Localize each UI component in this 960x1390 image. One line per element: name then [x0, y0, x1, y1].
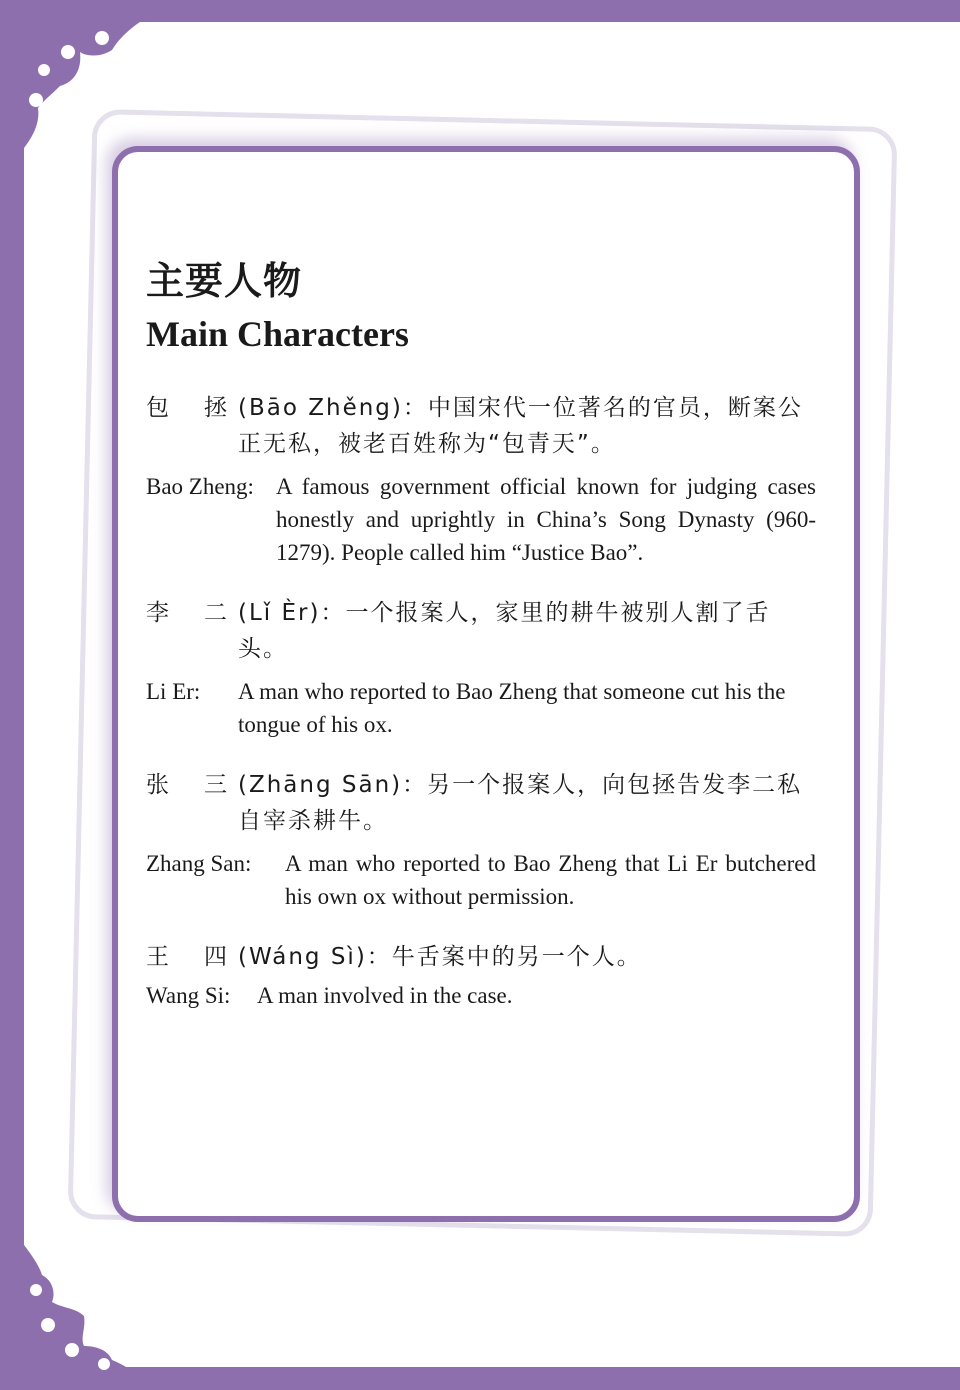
character-entry-li-er: [146, 595, 816, 741]
chinese-name-first: 王: [146, 944, 169, 970]
chinese-name-second: 三: [204, 772, 227, 798]
english-name: Li Er:: [146, 679, 201, 704]
chinese-name-first: 李: [146, 600, 169, 626]
english-name: Zhang San:: [146, 851, 252, 876]
character-entry-wang-si: [146, 939, 816, 1012]
chinese-description: 李 二 (Lǐ Èr)：一个报案人，家里的耕牛被别人割了舌头。: [146, 595, 816, 667]
chinese-name-first: 包: [146, 395, 169, 421]
page-title-english: Main Characters: [146, 314, 409, 354]
characters-content: [146, 258, 816, 1012]
english-description: Wang Si: A man involved in the case.: [146, 979, 816, 1012]
chinese-name-first: 张: [146, 772, 169, 798]
chinese-name-second: 二: [204, 600, 227, 626]
character-entry-bao-zheng: [146, 390, 816, 569]
english-name: Bao Zheng:: [146, 474, 254, 499]
english-description: Zhang San: A man who reported to Bao Zheng that Li Er butchered his own ox without permission.: [146, 847, 816, 913]
chinese-description: 包 拯 (Bāo Zhěng)：中国宋代一位著名的官员，断案公正无私，被老百姓称为“包青天”。: [146, 390, 816, 462]
page-title-chinese: 主要人物: [146, 261, 303, 303]
chinese-name-second: 四: [204, 944, 227, 970]
character-entry-zhang-san: [146, 767, 816, 913]
english-description: Bao Zheng: A famous government official known for judging cases honestly and uprightly in China’s Song Dynasty (960-1279). People called him “Justice Bao”.: [146, 470, 816, 569]
english-name: Wang Si:: [146, 983, 231, 1008]
chinese-description: 王 四 (Wáng Sì)：牛舌案中的另一个人。: [146, 939, 816, 975]
chinese-description: 张 三 (Zhāng Sān)：另一个报案人，向包拯告发李二私自宰杀耕牛。: [146, 767, 816, 839]
chinese-name-second: 拯: [204, 395, 227, 421]
english-description: Li Er: A man who reported to Bao Zheng that someone cut his the tongue of his ox.: [146, 675, 816, 741]
